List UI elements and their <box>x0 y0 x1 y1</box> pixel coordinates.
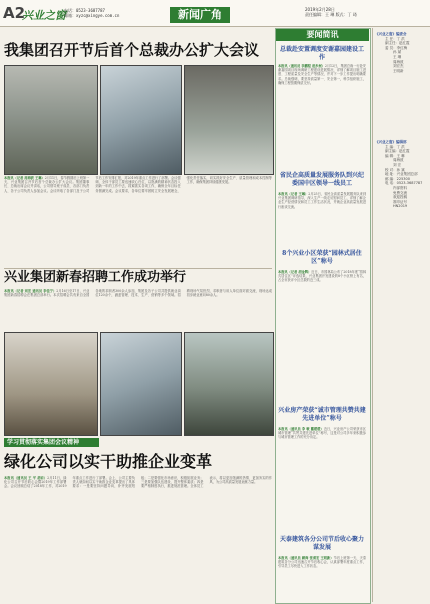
email-value: xyzc@xingye.com.cn <box>76 13 120 18</box>
lead-body <box>4 176 272 266</box>
brief-2-body <box>278 192 366 248</box>
editorial-office-line: 主 编：丁 洪 <box>385 144 405 149</box>
recruit-text: 2月16日至17日，兴业集团新春招聘会在集团总部举行。本次招聘会共有来自全国各地的求职者300余人参加，集团及各子公司共提供就业岗位120余个，涵盖管理、技术、生产、营销等多个领域。招聘现场气氛热烈，求职者与用人单位面对面交流，现场达成初步就业意向80余人。 <box>4 289 272 298</box>
lead-byline: 本报讯（记者 周海波 王琳） <box>4 176 45 180</box>
newspaper-logo: 兴业之窗 <box>22 9 66 22</box>
tel-value: 0523-3687787 <box>76 8 105 13</box>
editorial-office-title: 《兴业之窗》编辑部 <box>375 140 407 144</box>
lead-headline: 我集团召开节后首个总裁办公扩大会议 <box>4 41 260 59</box>
lead-photo-3 <box>184 65 274 175</box>
editor-credit: 责任编辑：王 琳 <box>305 12 335 17</box>
brief-4-text: 近日，兴业房产公司荣获市区城市管理“共赞共建先进单位”称号，这是对公司多年来积极参与城市管理工作的充分肯定。 <box>278 427 366 440</box>
aid-body <box>4 476 272 600</box>
editorial-office-line: 副主编：赵红霞 <box>385 149 410 154</box>
editorial-office-line: 刘 宏 <box>393 162 402 167</box>
brief-2-text: 2月25日，省民企高质量发展服务队来到兴业集团调研指导，深入生产一线走访慰问员工，详细了解企业生产经营情况和员工工作生活状况，并就企业高质量发展进行座谈交流。 <box>278 192 366 209</box>
editorial-board-member: 刘宏杰 <box>393 64 404 69</box>
brief-3-text: 近日，市园林局公布了2018年度“园林式居住区”评选结果，兴业集团开发建设的8个小区榜上有名，占全市获评小区总数的近三成。 <box>278 270 366 283</box>
brief-5-text: 节后上班第一天，天泰建筑各分公司迅速召开节后收心会，认真部署年度重点工作，引导员工尽快进入工作状态。 <box>278 556 366 569</box>
brief-1-byline: 本报讯（通讯员 李鹏程 赵步展） <box>278 64 325 68</box>
editorial-office-line: 欢迎投稿 <box>393 195 407 200</box>
brief-2-byline: 本报讯（记者 王琳） <box>278 192 309 196</box>
editorial-office-line: 邮 编：225300 <box>385 176 410 181</box>
designer-credit: 版式：丁 琦 <box>335 12 357 17</box>
editorial-board-member: 委 员：李红梅 <box>385 45 408 50</box>
editorial-board-member: 周海波 <box>393 59 404 64</box>
editorial-office-line: 内部资料 <box>393 185 407 190</box>
recruit-photo-3 <box>184 332 274 436</box>
editorial-office-line: 免费交流 <box>393 190 407 195</box>
editorial-board-member: 王 琳 <box>393 54 402 59</box>
brief-4-byline: 本报讯（通讯员 李 敏 戴缓缓） <box>278 427 324 431</box>
section-title: 新闻广角 <box>170 7 230 23</box>
recruit-headline: 兴业集团新春招聘工作成功举行 <box>4 270 187 285</box>
brief-3-byline: 本报讯（记者 胡金辉） <box>278 270 312 274</box>
column-divider <box>372 28 373 602</box>
aid-headline: 绿化公司以实干助推企业变革 <box>4 452 213 471</box>
brief-5-byline: 本报讯（通讯员 顾海 张勇宏 王明新） <box>278 556 334 560</box>
brief-4-body <box>278 427 366 517</box>
editorial-board-member: 副主任：赵红霞 <box>385 41 410 46</box>
editorial-office-line: HN2019 <box>393 204 408 209</box>
editorial-office-line: 准印证号 <box>393 199 407 204</box>
editorial-board-member: 孙 斌 <box>393 50 402 55</box>
study-banner: 学习贯彻落实集团会议精神 <box>4 438 99 447</box>
editorial-office-line: 编 辑：王 琳 <box>385 153 405 158</box>
brief-3-body <box>278 270 366 370</box>
editorial-board-member: 王明新 <box>393 68 404 73</box>
divider <box>4 268 272 269</box>
brief-2-title: 省民企高质量发展服务队到兴纪委国中区领导一线员工 <box>279 172 364 187</box>
editorial-office-line: 校 对：孙 斌 <box>385 167 405 172</box>
brief-5-title: 天泰建筑各分公司节后收心聚力谋发展 <box>279 536 364 551</box>
lead-photo-1 <box>4 65 98 175</box>
lead-photo-2 <box>100 65 182 175</box>
lead-text: 2月11日，春节假期后上班第一天，兴业集团召开节后首个总裁办公扩大会议。集团董事长、总裁出席会议并讲话，公司领导班子成员、各部门负责人、各子公司负责人参加会议。会议听取了各部门及子公司节后工作安排汇报，对2019年重点工作进行了部署。会议强调，全体干部员工要迅速收心归位，以饱满的精神状态投入到新一年的工作中去，抓紧抓实各项工作，确保全年目标任务圆满完成。会议要求，各单位要牢固树立安全发展理念，强化责任落实，切实抓好安全生产、质量管理和成本控制等工作，确保集团持续健康发展。 <box>4 176 272 193</box>
editorial-board <box>375 32 428 73</box>
page-number: A2 <box>3 4 26 22</box>
aid-text: 2月11日，绿化公司召开节后收心会暨2019年工作部署会。会议回顾总结了2018年工作，对2019年重点工作进行了部署。会上，公司主要负责人就如何以实干助推企业变革提出了具体要求：一是要坚持问题导向，补齐发展短板；二是要强化市场意识，积极拓展业务；三是要加强队伍建设，提升整体素质；四是要严格制度执行，推进规范管理。全体员工表示，将以更加饱满的热情、更加务实的作风，为公司高质量发展贡献力量。 <box>4 476 272 489</box>
contact-info <box>64 8 119 18</box>
brief-5-body <box>278 556 366 600</box>
editorial-office <box>375 140 428 209</box>
brief-1-title: 总裁赴安置调度安谢嘉园建设工作 <box>279 46 364 61</box>
editorial-office-line: 地 址：兴业集团总部 <box>385 172 418 177</box>
editorial-board-member: 主 任：丁 洪 <box>385 36 405 41</box>
issue-date: 2019年2月28日 <box>305 7 335 12</box>
aid-byline: 本报讯（通讯员 王 平 胡岩） <box>4 476 48 480</box>
brief-1-body <box>278 64 366 152</box>
brief-4-title: 兴业房产荣获“诚市管理共赞共建先进单位”称号 <box>278 407 366 422</box>
editorial-office-line: 电 话：0523-3687787 <box>385 181 423 186</box>
recruit-byline: 本报讯（记者 刘宏 通讯员 李佳宁） <box>4 289 57 293</box>
issue-info <box>305 7 357 17</box>
editorial-board-title: 《兴业之窗》编委会 <box>375 32 407 36</box>
brief-3-title: 8个兴业小区荣获“园林式居住区”称号 <box>282 250 362 265</box>
recruit-body <box>4 289 272 329</box>
editorial-office-line: 周海波 <box>393 158 404 163</box>
tel-label: 电话： <box>64 8 76 13</box>
news-brief-title: 要闻简讯 <box>276 29 369 41</box>
email-label: 邮箱： <box>64 13 76 18</box>
recruit-photo-1 <box>4 332 98 436</box>
recruit-photo-2 <box>100 332 182 436</box>
brief-1-text: 2月12日，集团总裁一行赴安谢嘉园项目现场调研工程建设进展情况，详细了解项目施工进度、工程质量及安全生产等情况，并对下一步工作提出明确要求。总裁强调，要坚持质量第一、安全第一，科学组织施工，确保工程按期保质交付。 <box>278 64 366 85</box>
